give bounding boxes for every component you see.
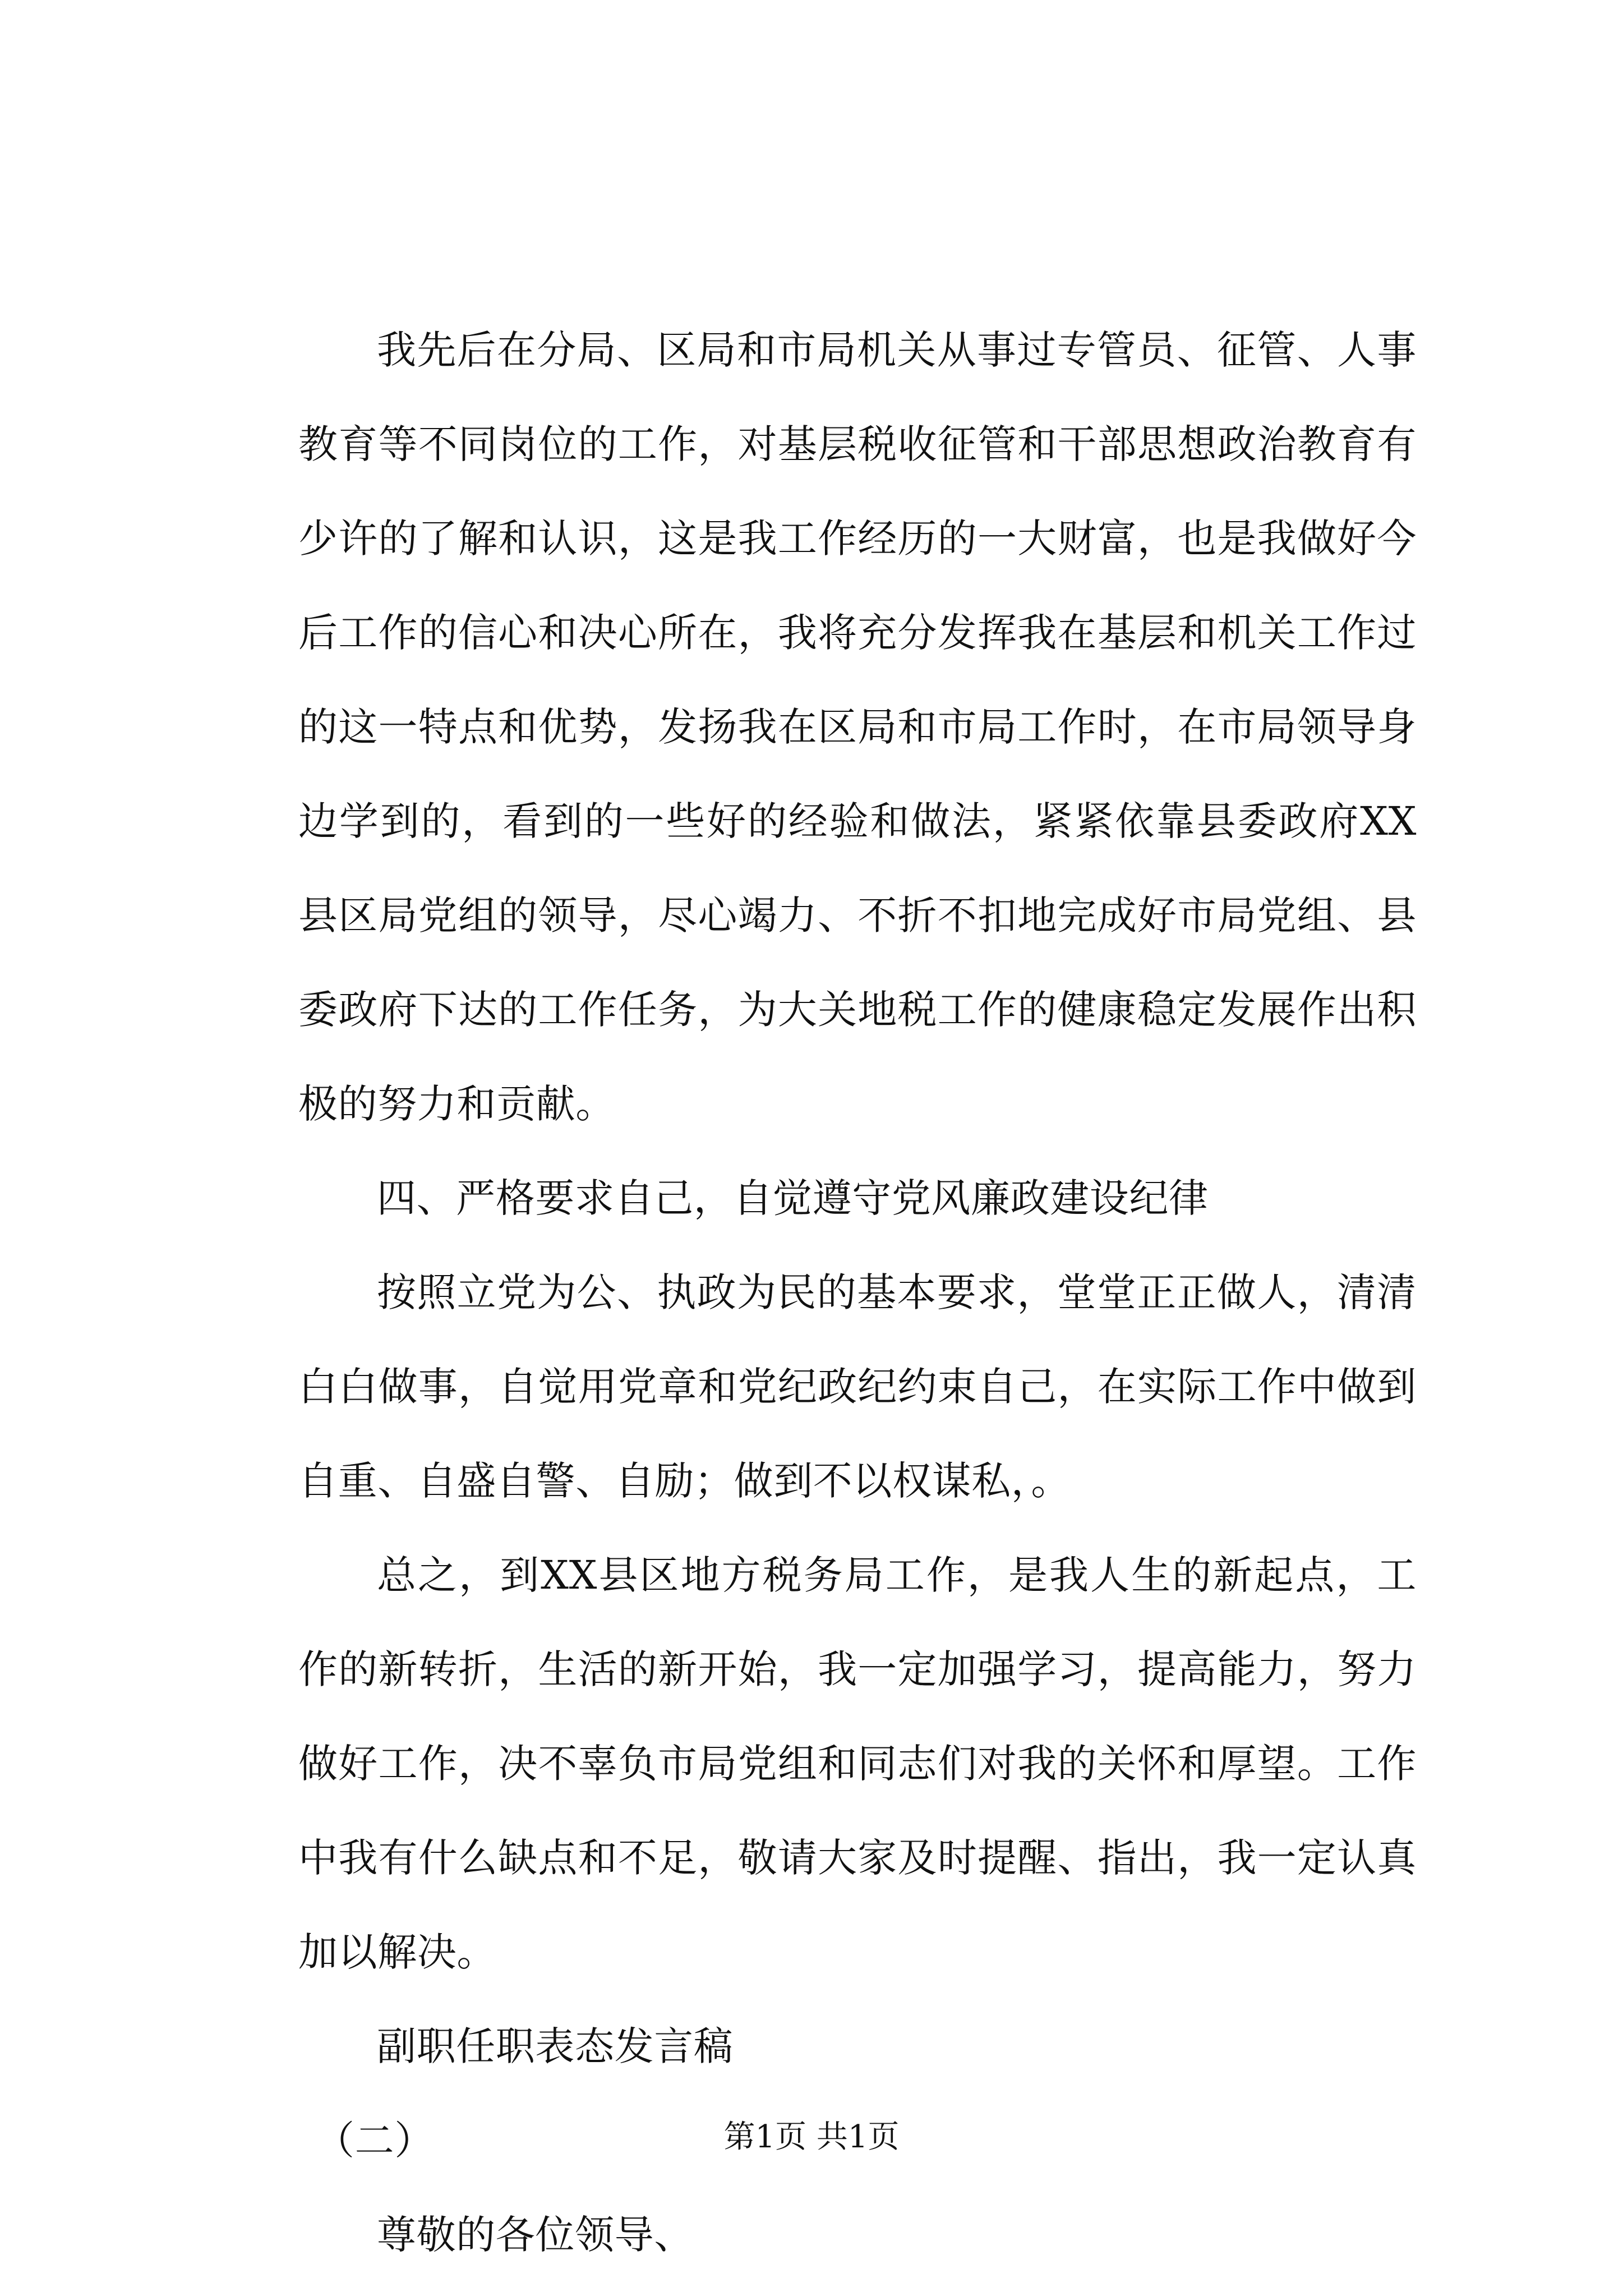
- salutation: 尊敬的各位领导、: [377, 2212, 694, 2258]
- paragraph-discipline: 按照立党为公、执政为民的基本要求，堂堂正正做人，清清白白做事，自觉用党章和党纪政纪约束自己，在实际工作中做到自重、自盛自警、自励；做到不以权谋私，。: [298, 1269, 1417, 1504]
- paragraph-experience: 我先后在分局、区局和市局机关从事过专管员、征管、人事教育等不同岗位的工作，对基层税收征管和干部思想政治教育有少许的了解和认识，这是我工作经历的一大财富，也是我做好今后工作的信心和决心所在，我将充分发挥我在基层和机关工作过的这一特点和优势，发扬我在区局和市局工作时，在市局领导身边学到的，看到的一些好的经验和做法，紧紧依靠县委政府XX县区局党组的领导，尽心竭力、不折不扣地完成好市局党组、县委政府下达的工作任务，为大关地税工作的健康稳定发展作出积极的努力和贡献。: [298, 327, 1417, 1127]
- page-footer: 第1页 共1页: [723, 2119, 900, 2155]
- document-body: [298, 303, 1417, 2282]
- section-heading-four: 四、严格要求自己，自觉遵守党风廉政建设纪律: [377, 1175, 1209, 1221]
- second-speech-title: 副职任职表态发言稿: [377, 2023, 734, 2069]
- second-speech-number: （二）: [315, 2118, 434, 2164]
- paragraph-conclusion: 总之，到XX县区地方税务局工作，是我人生的新起点，工作的新转折，生活的新开始，我一定加强学习，提高能力，努力做好工作，决不辜负市局党组和同志们对我的关怀和厚望。工作中我有什么缺点和不足，敬请大家及时提醒、指出，我一定认真加以解决。: [298, 1552, 1417, 1975]
